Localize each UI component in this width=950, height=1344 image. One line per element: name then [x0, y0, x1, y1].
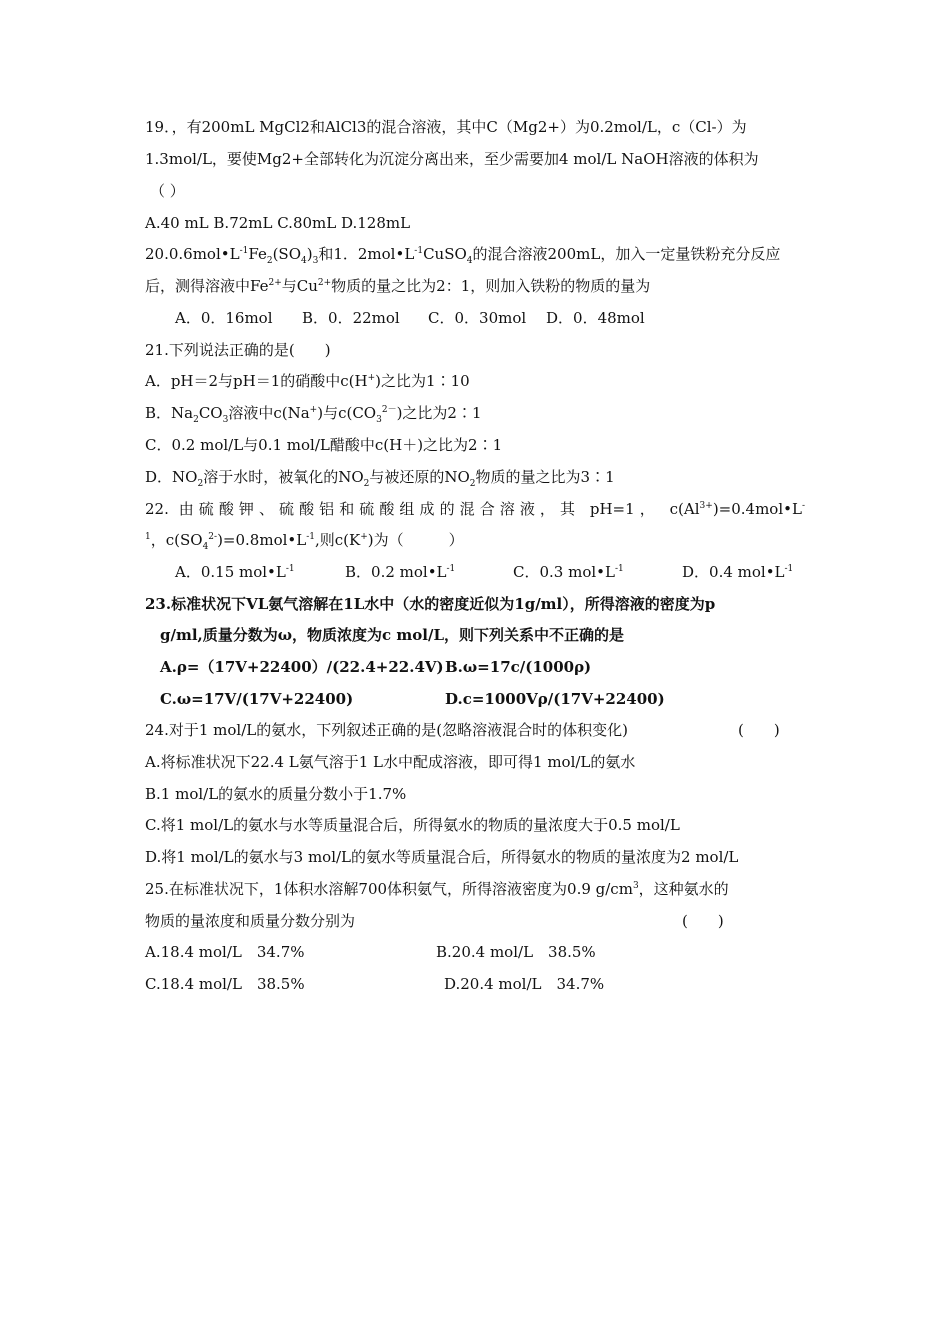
q25-option-a: A.18.4 mol/L 34.7% — [145, 943, 305, 961]
q25-paren: ( ) — [682, 912, 724, 930]
q25-line2: 物质的量浓度和质量分数分别为 — [145, 912, 356, 930]
q20-option-b: B．0．22mol — [302, 309, 400, 327]
q20-line1: $20.0.6mol•L^{-1}Fe_2(SO_4)_3$和1．$2mol•L^{-1}CuSO_4$的混合溶液200mL，加入一定量铁粉充分反应 — [145, 245, 781, 266]
q22-option-d: D．0.4 $mol•L^{-1}$ — [682, 563, 794, 581]
q19-paren: （ ） — [150, 182, 185, 200]
q22-option-a: A．0.15 $mol•L^{-1}$ — [175, 563, 295, 581]
q21-option-d: D．$NO_2$溶于水时，被氧化的$NO_2$与被还原的$NO_2$物质的量之比为3∶1 — [145, 468, 615, 489]
q25-line1: 25.在标准状况下，1体积水溶解700体积氨气，所得溶液密度为0.9 $g/cm^3$，这种氨水的 — [145, 880, 729, 898]
q24-paren: ( ) — [738, 721, 780, 739]
q19-options: A.40 mL B.72mL C.80mL D.128mL — [145, 214, 411, 232]
q24-option-d: D.将1 mol/L的氨水与3 mol/L的氨水等质量混合后，所得氨水的物质的量浓度为2 mol/L — [145, 848, 739, 866]
q20-line2: 后，测得溶液中$Fe^{2+}$与$Cu^{2+}$物质的量之比为2：1，则加入铁粉的物质的量为 — [145, 277, 651, 295]
q20-option-d: D．0．48mol — [546, 309, 645, 327]
q22-line1: 22. 由硫酸钾、硫酸铝和硫酸组成的混合溶液，其 pH=1， $c(Al^{3+})=0.4mol•L^-$ — [145, 500, 805, 518]
q24-option-b: B.1 mol/L的氨水的质量分数小于1.7% — [145, 785, 407, 803]
q19-line1: 19．，有200mL MgCl2和AlCl3的混合溶液，其中C（Mg2+）为0.2mol/L，c（Cl-）为 — [145, 118, 747, 136]
q24-stem: 24.对于1 mol/L的氨水，下列叙述正确的是(忽略溶液混合时的体积变化) — [145, 721, 628, 739]
q23-line1: 23.标准状况下VL氨气溶解在1L水中（水的密度近似为1g/ml），所得溶液的密度为p — [145, 595, 716, 613]
q22-option-c: C．0.3 $mol•L^{-1}$ — [513, 563, 624, 581]
q21-option-b: B．$Na_2CO_3$溶液中c(Na+)与$c(CO_3^{2-})$之比为2∶1 — [145, 404, 482, 425]
q25-option-d: D.20.4 mol/L 34.7% — [444, 975, 605, 993]
q22-option-b: B．0.2 $mol•L^{-1}$ — [345, 563, 456, 581]
q20-option-c: C．0．30mol — [428, 309, 527, 327]
q21-option-c: C．0.2 mol/L与0.1 mol/L醋酸中c(H＋)之比为2∶1 — [145, 436, 503, 454]
q19-line2: 1.3mol/L，要使Mg2+全部转化为沉淀分离出来，至少需要加4 mol/L NaOH溶液的体积为 — [145, 150, 759, 168]
q20-option-a: A．0．16mol — [175, 309, 273, 327]
q23-option-c: C.ω=17V/(17V+22400) — [160, 690, 354, 708]
q21-option-a: A．pH＝2与pH＝1的硝酸中c(H+)之比为1∶10 — [145, 372, 470, 390]
q24-option-c: C.将1 mol/L的氨水与水等质量混合后，所得氨水的物质的量浓度大于0.5 mol/L — [145, 816, 680, 834]
q25-option-c: C.18.4 mol/L 38.5% — [145, 975, 305, 993]
q21-stem: 21.下列说法正确的是( ) — [145, 341, 331, 359]
q23-option-d: D.c=1000Vρ/(17V+22400) — [445, 690, 665, 708]
q23-option-b: B.ω=17c/(1000ρ) — [445, 658, 592, 676]
q25-option-b: B.20.4 mol/L 38.5% — [436, 943, 596, 961]
q22-line2: $^1$，$c(SO_4^{2-})=0.8mol•L^{-1}$,则c(K+)为（ ） — [145, 531, 464, 552]
q23-option-a: A.ρ=（17V+22400）/(22.4+22.4V) — [160, 658, 444, 676]
q24-option-a: A.将标准状况下22.4 L氨气溶于1 L水中配成溶液，即可得1 mol/L的氨水 — [145, 753, 636, 771]
q23-line2: g/ml,质量分数为ω，物质浓度为c mol/L，则下列关系中不正确的是 — [160, 626, 624, 644]
